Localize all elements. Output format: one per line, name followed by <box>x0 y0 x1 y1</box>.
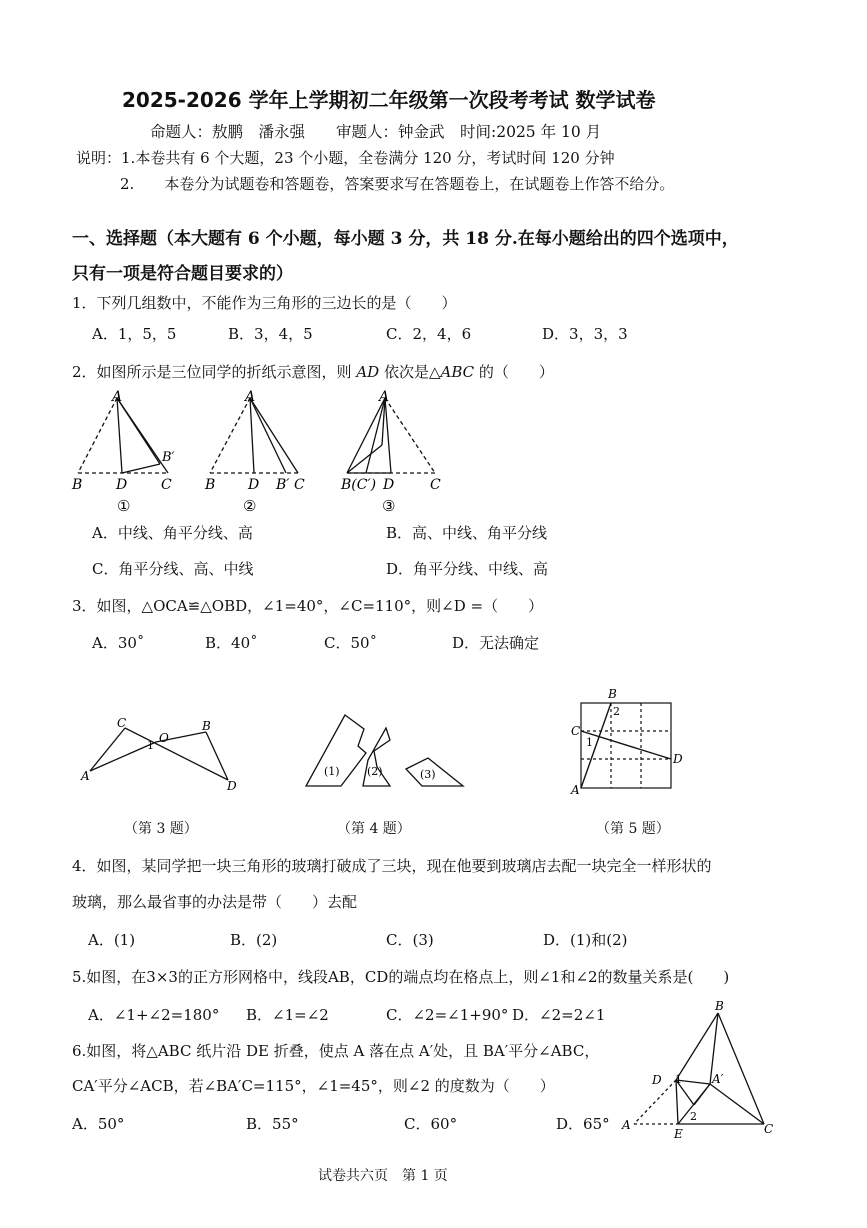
section-heading-line1: 一、选择题（本大题有 6 个小题，每小题 3 分，共 18 分.在每小题给出的四个选项中， <box>72 229 739 249</box>
fig1-label-bprime: B′ <box>162 450 175 465</box>
q5-label-1: 1 <box>586 736 593 749</box>
fig2-label-bprime: B′ <box>276 477 290 493</box>
question-3-stem: 3．如图，△OCA≌△OBD，∠1=40°，∠C=110°，则∠D =（ ） <box>72 597 544 615</box>
instructions-prefix: 说明： <box>76 149 122 167</box>
q2-stem-part: 的（ ） <box>474 363 554 381</box>
exam-title: 2025-2026 学年上学期初二年级第一次段考考试 数学试卷 <box>122 88 656 112</box>
q5-option-d: D．∠2=2∠1 <box>512 1006 606 1024</box>
q3-option-d: D．无法确定 <box>452 634 540 652</box>
fig3-label-a: A <box>379 389 390 405</box>
q3-label-1: 1 <box>147 739 154 752</box>
q5-option-c: C．∠2=∠1+90° <box>386 1006 509 1024</box>
q1-option-a: A．1，5，5 <box>92 325 177 343</box>
q5-label-2: 2 <box>613 705 620 718</box>
question-6-stem-line2: CA′平分∠ACB，若∠BA′C=115°，∠1=45°，则∠2 的度数为（ ） <box>72 1077 555 1095</box>
q1-option-d: D．3，3，3 <box>542 325 628 343</box>
q4-option-d: D．(1)和(2) <box>543 931 628 949</box>
q3-label-d: D <box>227 779 237 793</box>
instruction-1-text: 1.本卷共有 6 个大题，23 个小题，全卷满分 120 分，考试时间 120 分钟 <box>121 149 615 167</box>
question-2-stem <box>72 361 554 382</box>
q2-option-b: B．高、中线、角平分线 <box>386 524 548 542</box>
q3-figure <box>78 712 248 797</box>
q6-label-aprime: A′ <box>712 1072 724 1086</box>
q3-option-b: B．40˚ <box>205 634 258 652</box>
q6-label-2: 2 <box>690 1110 697 1123</box>
q3-label-o: O <box>159 731 169 745</box>
q4-option-c: C．(3) <box>386 931 434 949</box>
q2-folding-figures <box>60 385 480 515</box>
q5-figure <box>568 686 693 796</box>
fig3-label-d: D <box>383 477 395 493</box>
q4-option-a: A．(1) <box>88 931 136 949</box>
q6-option-b: B．55° <box>246 1115 299 1133</box>
fig3-number: ③ <box>382 497 396 515</box>
q2-figure-3 <box>347 398 435 473</box>
fig2-label-a: A <box>245 389 256 405</box>
fig1-label-b: B <box>72 477 83 493</box>
authors-line: 命题人：敖鹏 潘永强 审题人：钟金武 时间:2025 年 10 月 <box>150 123 602 141</box>
question-1-stem: 1．下列几组数中，不能作为三角形的三边长的是（ ） <box>72 294 457 312</box>
q2-option-d: D．角平分线、中线、高 <box>386 560 549 578</box>
instructions-2 <box>120 173 674 194</box>
q2-figure-1 <box>78 398 168 473</box>
q4-figure <box>300 710 475 795</box>
q3-label-a: A <box>81 769 90 783</box>
fig3-label-c: C <box>430 477 441 493</box>
q1-option-c: C．2，4，6 <box>386 325 472 343</box>
q4-piece-2-label: (2) <box>367 765 383 778</box>
instruction-2-number: 2. <box>120 175 135 193</box>
q3-label-c: C <box>117 716 127 730</box>
q5-label-d: D <box>673 752 683 766</box>
q5-label-a: A <box>571 783 580 796</box>
q3-option-a: A．30˚ <box>92 634 145 652</box>
q2-stem-part: 依次是△ <box>379 363 441 381</box>
question-5-stem: 5.如图，在3×3的正方形网格中，线段AB，CD的端点均在格点上，则∠1和∠2的数量关系是( ) <box>72 968 730 986</box>
q6-option-c: C．60° <box>404 1115 458 1133</box>
q6-label-b: B <box>715 999 724 1013</box>
q4-option-b: B．(2) <box>230 931 278 949</box>
q6-option-a: A．50° <box>72 1115 125 1133</box>
instructions-1 <box>76 147 615 168</box>
q2-stem-abc: ABC <box>440 363 475 381</box>
q4-piece-1-label: (1) <box>324 765 340 778</box>
fig1-label-a: A <box>112 389 123 405</box>
q1-option-b: B．3，4，5 <box>228 325 313 343</box>
question-6-stem-line1: 6.如图，将△ABC 纸片沿 DE 折叠，使点 A 落在点 A′处，且 BA′平分∠ABC， <box>72 1042 600 1060</box>
q2-option-c: C．角平分线、高、中线 <box>92 560 254 578</box>
q6-option-d: D．65° <box>556 1115 610 1133</box>
q2-option-a: A．中线、角平分线、高 <box>92 524 253 542</box>
q5-label-b: B <box>608 687 617 701</box>
fig2-number: ② <box>243 497 257 515</box>
q3-figure-caption: （第 3 题） <box>124 821 198 837</box>
q3-label-b: B <box>202 719 211 733</box>
q6-label-a: A <box>622 1118 631 1132</box>
question-4-stem-line2: 玻璃，那么最省事的办法是带（ ）去配 <box>72 893 358 911</box>
q6-label-c: C <box>764 1122 774 1136</box>
section-heading-line2: 只有一项是符合题目要求的） <box>72 264 293 284</box>
fig1-label-c: C <box>161 477 172 493</box>
q6-label-e: E <box>674 1127 683 1141</box>
q4-figure-caption: （第 4 题） <box>337 821 411 837</box>
q6-label-d: D <box>652 1073 662 1087</box>
fig2-label-d: D <box>248 477 260 493</box>
fig1-number: ① <box>117 497 131 515</box>
fig3-label-bc: B(C′) <box>341 477 377 493</box>
fig2-label-b: B <box>205 477 216 493</box>
instruction-2-text: 本卷分为试题卷和答题卷，答案要求写在答题卷上，在试题卷上作答不给分。 <box>164 175 675 193</box>
q5-figure-caption: （第 5 题） <box>596 821 670 837</box>
q6-label-1: 1 <box>675 1073 682 1086</box>
fig1-label-d: D <box>116 477 128 493</box>
q4-piece-3-label: (3) <box>420 768 436 781</box>
question-4-stem-line1: 4．如图，某同学把一块三角形的玻璃打破成了三块，现在他要到玻璃店去配一块完全一样形状的 <box>72 857 712 875</box>
q3-option-c: C．50˚ <box>324 634 378 652</box>
q6-figure <box>618 996 788 1146</box>
fig2-label-c: C <box>294 477 305 493</box>
page-footer: 试卷共六页 第 1 页 <box>318 1168 448 1184</box>
q5-option-b: B．∠1=∠2 <box>246 1006 329 1024</box>
q2-stem-part: 2．如图所示是三位同学的折纸示意图，则 <box>72 363 357 381</box>
q5-label-c: C <box>571 724 581 738</box>
q2-stem-ad: AD <box>356 363 380 381</box>
q5-option-a: A．∠1+∠2=180° <box>88 1006 220 1024</box>
q2-figure-2 <box>210 398 298 473</box>
